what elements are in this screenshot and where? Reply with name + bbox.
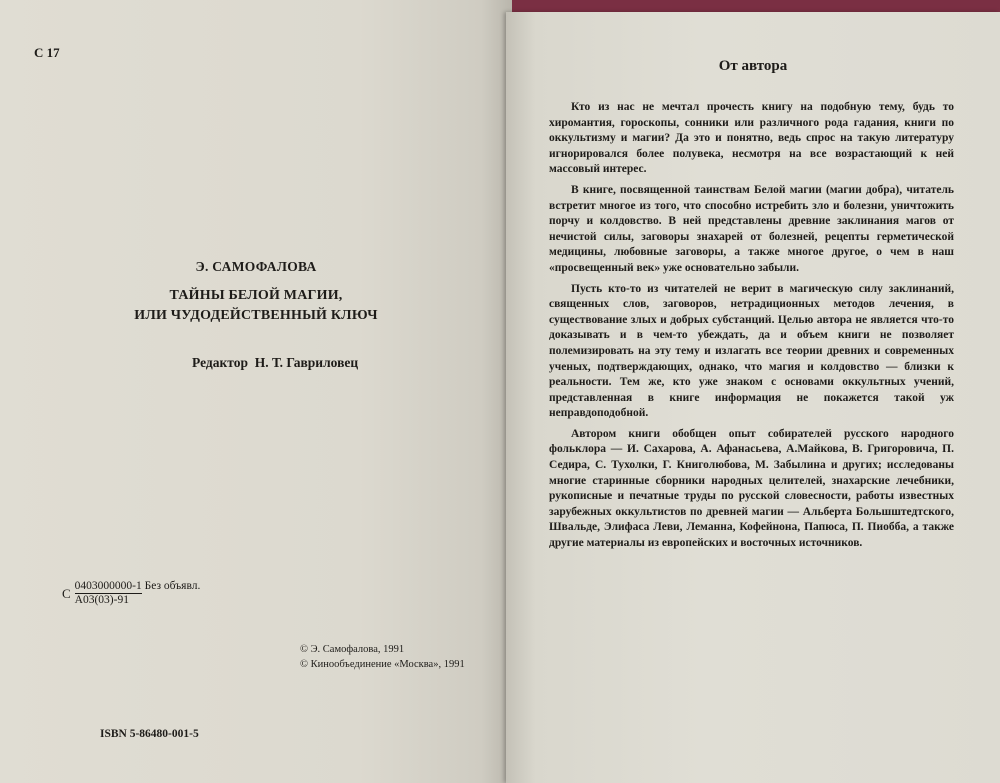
preface-paragraph: В книге, посвященной таинствам Белой магии (магии добра), читатель встретит многое из того, что способно истребить зло и болезни, уничтожить порчу и колдовство. В ней представлены древние заклинания магов от нечистой силы, заговоры знахарей от болезней, рецепты герметической медицины, любовные заговоры, а также многое другое, о чем в наш «просвещенный век» уже основательно забыли. — [549, 183, 954, 274]
book-title-line-2: ИЛИ ЧУДОДЕЙСТВЕННЫЙ КЛЮЧ — [134, 308, 378, 323]
book-title-line-1: ТАЙНЫ БЕЛОЙ МАГИИ, — [169, 288, 343, 303]
preface-heading: От автора — [718, 58, 788, 74]
editor-name: Н. Т. Гавриловец — [254, 355, 359, 370]
right-page — [506, 12, 1000, 783]
catalog-denominator: А03(03)-91 — [74, 594, 129, 606]
isbn: ISBN 5-86480-001-5 — [100, 728, 199, 740]
editor-credit — [192, 355, 358, 371]
catalog-letter: С — [62, 586, 71, 601]
preface-paragraph: Пусть кто-то из читателей не верит в магическую силу заклинаний, священных слов, заговоров, нетрадиционных методов лечения, в существование злых и добрых субстанций. Целью автора не является что-то доказывать и в чем-то убеждать, да и объем книги не позволяет полемизировать на эту тему и излагать все теории древних и современных ученых, подтверждающих, однако, что магия и колдовство — близки к реальности. Тем же, кто уже знаком с основами оккультных учений, представленная в книге информация не покажется такой уж неправдоподобной. — [549, 282, 954, 420]
author-name: Э. САМОФАЛОВА — [195, 259, 317, 274]
catalog-index — [62, 580, 200, 606]
copyright-author: © Э. Самофалова, 1991 — [300, 644, 405, 655]
copyright-publisher: © Кинообъединение «Москва», 1991 — [300, 659, 465, 670]
preface-paragraph: Кто из нас не мечтал прочесть книгу на подобную тему, будь то хиромантия, гороскопы, сонники или различного рода гадания, книги по оккультизму и магии? Да это и понятно, ведь спрос на такую литературу игнорировался более полувека, несмотря на все возрастающий к ней массовый интерес. — [549, 101, 954, 176]
editor-label: Редактор — [192, 355, 248, 370]
preface-body — [549, 100, 954, 557]
page-code: С 17 — [34, 45, 60, 60]
catalog-note: Без объявл. — [144, 580, 201, 592]
catalog-numerator: 0403000000-1 — [74, 580, 142, 592]
preface-paragraph: Автором книги обобщен опыт собирателей русского народного фольклора — И. Сахарова, А. Афанасьева, А.Майкова, В. Григоровича, П. Седира, С. Тухолки, Г. Книголюбова, М. Забылина и других; исследованы многие старинные сборники народных целителей, знахарские лечебники, рукописные и печатные труды по русской словесности, работы известных зарубежных оккультистов по древней магии — Альберта Большштедтского, Швальде, Элифаса Леви, Леманна, Кофейнона, Папюса, П. Пиобба, а также другие материалы из европейских и восточных источников. — [549, 427, 954, 550]
